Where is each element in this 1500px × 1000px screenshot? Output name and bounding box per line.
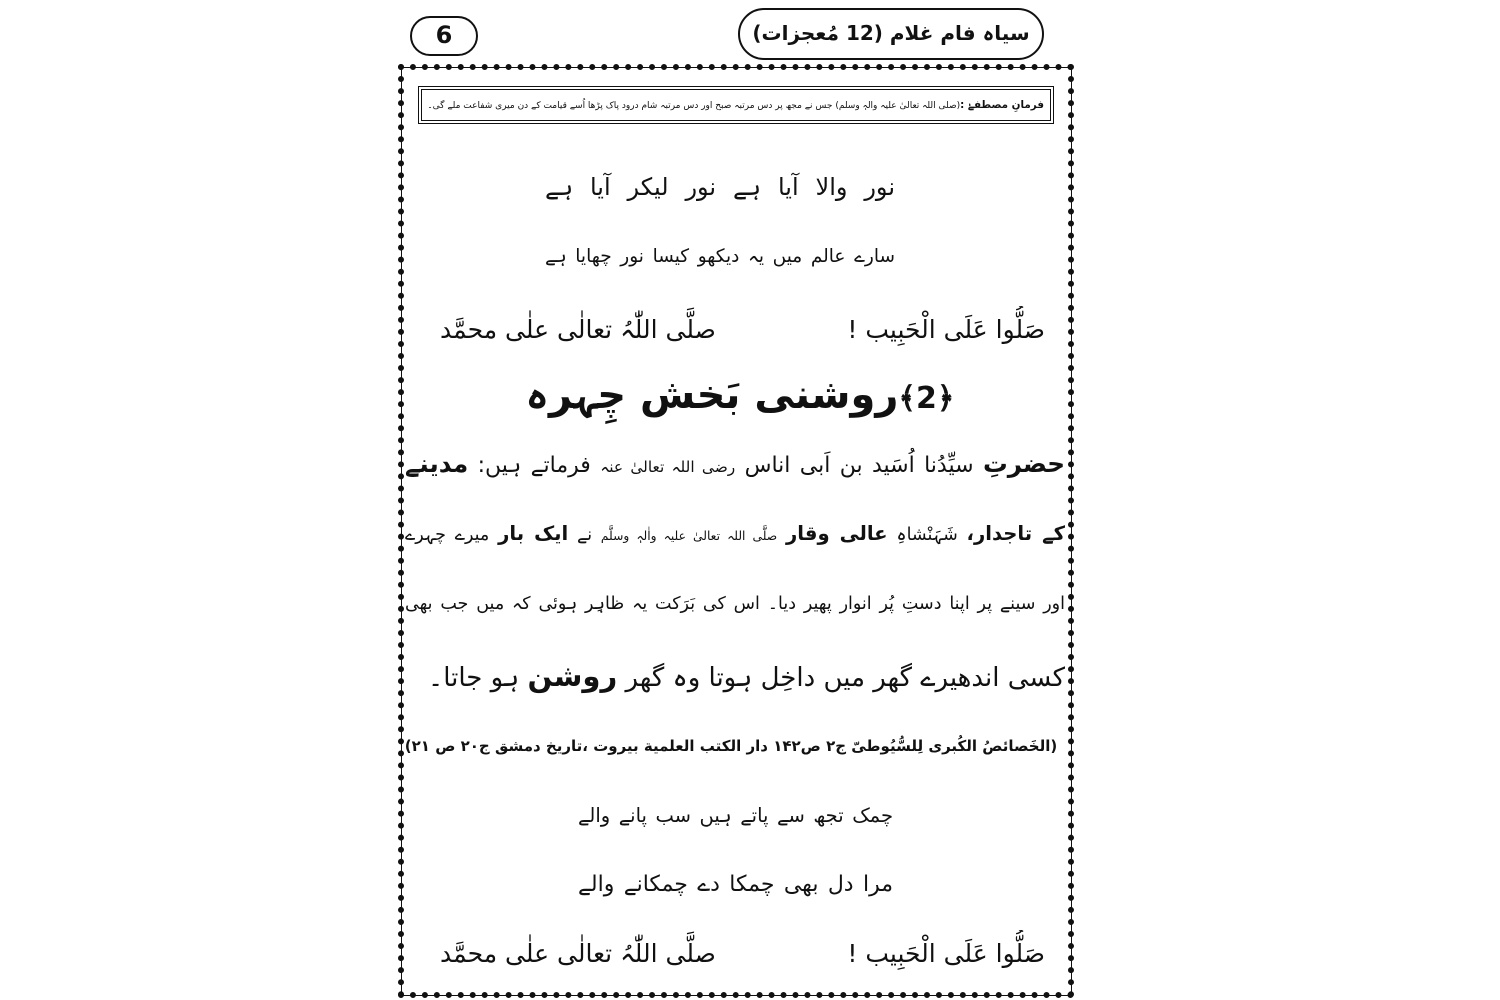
ek-bar-phrase: ایک بار [498,522,569,545]
couplet-1-line-2: سارے عالم میں یہ دیکھو کیسا نور چھایا ہے [545,246,895,267]
aali-waqar-phrase: عالی وقار [785,522,888,545]
paragraph-line [405,580,1065,628]
durood-call: صَلُّوا عَلَی الْحَبِیب ! [847,314,1045,344]
paragraph-text: میرے چہرے [405,525,490,545]
section-heading [440,366,1040,424]
couplet-1-line-1: نور والا آیا ہے نور لیکر آیا ہے [545,173,895,201]
reference-citation: (الخَصائصُ الکُبری لِلسُّیُوطیّ ج۲ ص۱۴۲ دار الکتب العلمية بیروت ،تاریخ دمشق ج۲۰ ص ۲۱) [404,737,1058,755]
paragraph-line [405,440,1065,488]
salawat-formula: صلَّی اللہ تعالیٰ علیہ واٰلہٖ وسلَّم [600,529,778,543]
madinah-word: مدینے [405,449,469,478]
radi-allah-formula: رضی اللہ تعالیٰ عنہ [600,458,736,476]
page-number: 6 [410,16,478,56]
paragraph-text: کسی اندھیرے گھر میں داخِل ہوتا وہ گھر [625,663,1065,693]
narration-verb: فرماتے ہیں: [477,453,591,478]
hadith-text: (صلی اللہ تعالیٰ علیہ والہٖ وسلم) جس نے مجھ پر دس مرتبہ صبح اور دس مرتبہ شام درود پاک پڑھا اُسے قیامت کے دن میری شفاعت ملے گی۔ [427,101,961,111]
durood-call: صَلُّوا عَلَی الْحَبِیب ! [847,938,1045,968]
paragraph-text: اور سینے پر اپنا دستِ پُر انوار پھیر دیا۔ اس کی بَرَکت یہ ظاہِر ہوئی کہ میں جب بھی [405,594,1065,614]
hadith-banner [418,86,1054,124]
paragraph-line [405,652,1065,700]
durood-line [440,306,1045,352]
tajdar-phrase: کے تاجدار، [966,522,1065,545]
couplet-2-line-2: مرا دل بھی چمکا دے چمکانے والے [578,872,893,897]
companion-name: سیِّدُنا اُسَید بن اَبی اناس [744,453,974,478]
hadith-label: فرمانِ مصطفےٰ : [960,99,1044,111]
section-title: روشنی بَخش چِہرہ [525,372,899,418]
book-title: سیاہ فام غلام (12 مُعجزات) [738,8,1044,60]
durood-response: صلَّی اللّٰہُ تعالٰی علٰی محمَّد [440,314,716,344]
paragraph-text: ہو جاتا۔ [427,663,520,693]
paragraph-text: نے [577,525,593,545]
durood-response: صلَّی اللّٰہُ تعالٰی علٰی محمَّد [440,938,716,968]
roshan-word: روشن [527,659,618,693]
section-number: ﴿2﴾ [898,381,955,416]
couplet-2-line-1: چمک تجھ سے پاتے ہیں سب پانے والے [578,804,893,827]
paragraph-line [405,510,1065,558]
shahenshah-word: شَہَنْشاہِ [896,525,958,545]
durood-line [440,930,1045,976]
honorific-hazrat: حضرتِ [982,449,1065,478]
